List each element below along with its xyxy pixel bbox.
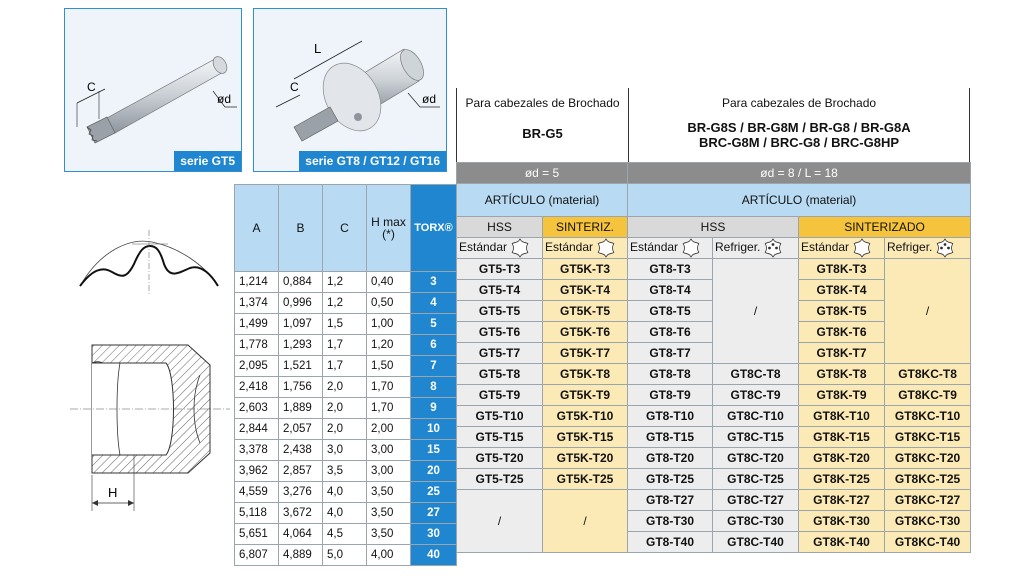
gt5-dim-c: C bbox=[87, 80, 96, 94]
cell-gt8k: GT8K-T7 bbox=[799, 343, 885, 364]
cell-c: 4,0 bbox=[323, 482, 367, 503]
cell-gt8kc: GT8KC-T20 bbox=[885, 448, 971, 469]
std-label: Estándar bbox=[630, 240, 679, 255]
cell-gt5: GT5-T15 bbox=[457, 427, 543, 448]
cell-c: 3,0 bbox=[323, 440, 367, 461]
cell-a: 4,559 bbox=[235, 482, 279, 503]
col-header-torx: TORX® bbox=[411, 185, 457, 272]
dimension-row bbox=[235, 293, 457, 314]
cell-torx: 9 bbox=[411, 398, 457, 419]
cell-hmax: 1,70 bbox=[367, 377, 411, 398]
col-header-a: A bbox=[235, 185, 279, 272]
cell-gt5: GT5-T7 bbox=[457, 343, 543, 364]
cell-gt8c: GT8C-T8 bbox=[713, 364, 799, 385]
sub-std-hss5 bbox=[457, 238, 543, 259]
cell-a: 2,418 bbox=[235, 377, 279, 398]
cell-hmax: 1,70 bbox=[367, 398, 411, 419]
cell-torx: 8 bbox=[411, 377, 457, 398]
cell-gt8: GT8-T15 bbox=[628, 427, 713, 448]
cell-hmax: 3,50 bbox=[367, 482, 411, 503]
sint5-header: SINTERIZ. bbox=[543, 217, 628, 238]
cell-a: 1,778 bbox=[235, 335, 279, 356]
cell-gt8c-na: / bbox=[713, 259, 799, 364]
cell-gt5k: GT5K-T5 bbox=[543, 301, 628, 322]
col-header-b: B bbox=[279, 185, 323, 272]
article-row bbox=[457, 364, 971, 385]
cell-torx: 6 bbox=[411, 335, 457, 356]
cell-b: 1,293 bbox=[279, 335, 323, 356]
torx-coolant-star-icon bbox=[763, 238, 783, 258]
torx-star-icon bbox=[852, 238, 872, 258]
cell-gt8: GT8-T25 bbox=[628, 469, 713, 490]
article-row bbox=[457, 448, 971, 469]
cell-gt8c: GT8C-T27 bbox=[713, 490, 799, 511]
cell-gt8c: GT8C-T9 bbox=[713, 385, 799, 406]
cell-gt5: GT5-T9 bbox=[457, 385, 543, 406]
torx-star-icon bbox=[681, 238, 701, 258]
cell-gt5k: GT5K-T9 bbox=[543, 385, 628, 406]
cell-gt8kc: GT8KC-T30 bbox=[885, 511, 971, 532]
br8-heading-line2: BR-G8S / BR-G8M / BR-G8 / BR-G8A bbox=[687, 120, 911, 135]
dimension-row bbox=[235, 272, 457, 293]
br5-heading bbox=[457, 96, 628, 141]
cell-gt5: GT5-T3 bbox=[457, 259, 543, 280]
torx-star-icon bbox=[510, 238, 530, 258]
br8-heading-line3: BRC-G8M / BRC-G8 / BRC-G8HP bbox=[698, 135, 900, 150]
dimension-row bbox=[235, 545, 457, 566]
refr-label: Refriger. bbox=[715, 240, 761, 255]
cell-torx: 30 bbox=[411, 524, 457, 545]
gt8-dim-c: C bbox=[290, 80, 299, 94]
gt8-series-label: serie GT8 / GT12 / GT16 bbox=[299, 151, 446, 171]
article-row bbox=[457, 490, 971, 511]
cell-hmax: 3,50 bbox=[367, 524, 411, 545]
art5-header: ARTÍCULO (material) bbox=[457, 184, 628, 217]
cell-gt8k: GT8K-T40 bbox=[799, 532, 885, 553]
cell-gt8c: GT8C-T40 bbox=[713, 532, 799, 553]
cell-gt8k: GT8K-T30 bbox=[799, 511, 885, 532]
cell-torx: 40 bbox=[411, 545, 457, 566]
cell-c: 1,7 bbox=[323, 356, 367, 377]
gt5-tool-drawing bbox=[65, 9, 241, 171]
cell-b: 0,996 bbox=[279, 293, 323, 314]
cell-c: 2,0 bbox=[323, 377, 367, 398]
cell-gt5k: GT5K-T7 bbox=[543, 343, 628, 364]
dimension-row bbox=[235, 440, 457, 461]
cell-gt8: GT8-T8 bbox=[628, 364, 713, 385]
dimension-row bbox=[235, 503, 457, 524]
cell-gt5k: GT5K-T4 bbox=[543, 280, 628, 301]
cell-gt8: GT8-T40 bbox=[628, 532, 713, 553]
article-row bbox=[457, 259, 971, 280]
article-row bbox=[457, 406, 971, 427]
cell-hmax: 1,20 bbox=[367, 335, 411, 356]
article-table bbox=[456, 162, 971, 553]
cell-gt5: GT5-T6 bbox=[457, 322, 543, 343]
cell-gt5k: GT5K-T3 bbox=[543, 259, 628, 280]
cell-gt8kc: GT8KC-T15 bbox=[885, 427, 971, 448]
cell-hmax: 3,50 bbox=[367, 503, 411, 524]
col-header-hmax bbox=[367, 185, 411, 272]
cell-a: 1,499 bbox=[235, 314, 279, 335]
cell-gt8k: GT8K-T27 bbox=[799, 490, 885, 511]
cell-gt8c: GT8C-T10 bbox=[713, 406, 799, 427]
cell-hmax: 3,00 bbox=[367, 461, 411, 482]
socket-section-drawing bbox=[70, 335, 230, 515]
cell-gt8k: GT8K-T3 bbox=[799, 259, 885, 280]
cell-torx: 15 bbox=[411, 440, 457, 461]
sub-refr-sint8 bbox=[885, 238, 971, 259]
cell-c: 1,2 bbox=[323, 293, 367, 314]
cell-gt8c: GT8C-T25 bbox=[713, 469, 799, 490]
cell-gt5: GT5-T4 bbox=[457, 280, 543, 301]
article-row bbox=[457, 385, 971, 406]
cell-b: 2,857 bbox=[279, 461, 323, 482]
cell-gt8k: GT8K-T8 bbox=[799, 364, 885, 385]
cell-c: 2,0 bbox=[323, 398, 367, 419]
gt8-tool-drawing bbox=[254, 9, 446, 171]
dimension-row bbox=[235, 314, 457, 335]
cell-gt8k: GT8K-T25 bbox=[799, 469, 885, 490]
cell-torx: 27 bbox=[411, 503, 457, 524]
cell-torx: 10 bbox=[411, 419, 457, 440]
cell-gt8kc: GT8KC-T27 bbox=[885, 490, 971, 511]
cell-torx: 20 bbox=[411, 461, 457, 482]
cell-c: 5,0 bbox=[323, 545, 367, 566]
divider-line bbox=[969, 88, 970, 162]
cell-gt5k: GT5K-T10 bbox=[543, 406, 628, 427]
cell-hmax: 4,00 bbox=[367, 545, 411, 566]
cell-torx: 5 bbox=[411, 314, 457, 335]
cell-gt5k-na: / bbox=[543, 490, 628, 553]
article-row bbox=[457, 427, 971, 448]
hss5-header: HSS bbox=[457, 217, 543, 238]
gt5-series-label: serie GT5 bbox=[174, 151, 241, 171]
cell-gt8: GT8-T10 bbox=[628, 406, 713, 427]
cell-a: 6,807 bbox=[235, 545, 279, 566]
cell-gt8: GT8-T3 bbox=[628, 259, 713, 280]
std-label: Estándar bbox=[545, 240, 594, 255]
cell-a: 2,095 bbox=[235, 356, 279, 377]
cell-b: 4,889 bbox=[279, 545, 323, 566]
sub-std-hss8 bbox=[628, 238, 713, 259]
cell-gt5k: GT5K-T20 bbox=[543, 448, 628, 469]
cell-hmax: 1,50 bbox=[367, 356, 411, 377]
cell-gt5: GT5-T8 bbox=[457, 364, 543, 385]
sub-std-sint5 bbox=[543, 238, 628, 259]
cell-gt8kc: GT8KC-T40 bbox=[885, 532, 971, 553]
col-header-c: C bbox=[323, 185, 367, 272]
cell-torx: 3 bbox=[411, 272, 457, 293]
cell-gt5-na: / bbox=[457, 490, 543, 553]
sub-std-sint8 bbox=[799, 238, 885, 259]
cell-b: 1,889 bbox=[279, 398, 323, 419]
cell-gt8: GT8-T9 bbox=[628, 385, 713, 406]
cell-gt5k: GT5K-T25 bbox=[543, 469, 628, 490]
cell-gt5: GT5-T20 bbox=[457, 448, 543, 469]
dimension-row bbox=[235, 356, 457, 377]
cell-gt8k: GT8K-T10 bbox=[799, 406, 885, 427]
torx-star-icon bbox=[596, 238, 616, 258]
cell-gt8c: GT8C-T15 bbox=[713, 427, 799, 448]
cell-gt8k: GT8K-T9 bbox=[799, 385, 885, 406]
cell-b: 4,064 bbox=[279, 524, 323, 545]
cell-b: 0,884 bbox=[279, 272, 323, 293]
dimension-row bbox=[235, 482, 457, 503]
cell-a: 3,962 bbox=[235, 461, 279, 482]
br8-heading-line1: Para cabezales de Brochado bbox=[721, 96, 877, 110]
cell-gt8: GT8-T7 bbox=[628, 343, 713, 364]
cell-a: 1,214 bbox=[235, 272, 279, 293]
hmax-note: (*) bbox=[382, 227, 395, 241]
br5-heading-line1: Para cabezales de Brochado bbox=[465, 96, 620, 110]
cell-gt8: GT8-T27 bbox=[628, 490, 713, 511]
cell-a: 5,651 bbox=[235, 524, 279, 545]
refr-label: Refriger. bbox=[887, 240, 933, 255]
cell-gt5k: GT5K-T15 bbox=[543, 427, 628, 448]
cell-gt8kc: GT8KC-T10 bbox=[885, 406, 971, 427]
cell-gt8: GT8-T4 bbox=[628, 280, 713, 301]
dimension-row bbox=[235, 419, 457, 440]
cell-torx: 7 bbox=[411, 356, 457, 377]
cell-gt8k: GT8K-T6 bbox=[799, 322, 885, 343]
od5-header: ød = 5 bbox=[457, 163, 628, 184]
cell-a: 2,603 bbox=[235, 398, 279, 419]
cell-b: 1,756 bbox=[279, 377, 323, 398]
cell-gt5: GT5-T5 bbox=[457, 301, 543, 322]
article-row bbox=[457, 469, 971, 490]
cell-torx: 4 bbox=[411, 293, 457, 314]
dimension-row bbox=[235, 377, 457, 398]
gt8-dim-l: L bbox=[314, 41, 322, 56]
cell-b: 2,057 bbox=[279, 419, 323, 440]
hss8-header: HSS bbox=[628, 217, 799, 238]
hmax-label: H max bbox=[371, 215, 406, 229]
cell-gt8kc-na: / bbox=[885, 259, 971, 364]
cell-gt8k: GT8K-T5 bbox=[799, 301, 885, 322]
std-label: Estándar bbox=[459, 240, 508, 255]
dimension-row bbox=[235, 335, 457, 356]
cell-a: 2,844 bbox=[235, 419, 279, 440]
cell-gt8: GT8-T20 bbox=[628, 448, 713, 469]
od8-header: ød = 8 / L = 18 bbox=[628, 163, 971, 184]
cell-gt5k: GT5K-T8 bbox=[543, 364, 628, 385]
cell-gt8kc: GT8KC-T9 bbox=[885, 385, 971, 406]
cell-c: 1,2 bbox=[323, 272, 367, 293]
cell-a: 3,378 bbox=[235, 440, 279, 461]
dimension-row bbox=[235, 398, 457, 419]
torx-profile-drawing bbox=[72, 228, 222, 298]
socket-dim-h: H bbox=[108, 485, 118, 500]
cell-gt8: GT8-T5 bbox=[628, 301, 713, 322]
cell-a: 1,374 bbox=[235, 293, 279, 314]
cell-gt8: GT8-T30 bbox=[628, 511, 713, 532]
sint8-header: SINTERIZADO bbox=[799, 217, 971, 238]
gt8-product-image bbox=[253, 8, 447, 172]
cell-a: 5,118 bbox=[235, 503, 279, 524]
dimension-row bbox=[235, 524, 457, 545]
cell-b: 1,521 bbox=[279, 356, 323, 377]
cell-gt5: GT5-T10 bbox=[457, 406, 543, 427]
cell-hmax: 0,50 bbox=[367, 293, 411, 314]
dimension-row bbox=[235, 461, 457, 482]
cell-hmax: 0,40 bbox=[367, 272, 411, 293]
cell-gt8c: GT8C-T20 bbox=[713, 448, 799, 469]
gt8-dim-d: ød bbox=[422, 92, 437, 106]
cell-c: 4,5 bbox=[323, 524, 367, 545]
art8-header: ARTÍCULO (material) bbox=[628, 184, 971, 217]
cell-hmax: 3,00 bbox=[367, 440, 411, 461]
cell-c: 4,0 bbox=[323, 503, 367, 524]
cell-gt8kc: GT8KC-T25 bbox=[885, 469, 971, 490]
cell-gt5k: GT5K-T6 bbox=[543, 322, 628, 343]
cell-b: 3,276 bbox=[279, 482, 323, 503]
cell-gt8k: GT8K-T20 bbox=[799, 448, 885, 469]
cell-gt5: GT5-T25 bbox=[457, 469, 543, 490]
cell-b: 3,672 bbox=[279, 503, 323, 524]
cell-gt8k: GT8K-T15 bbox=[799, 427, 885, 448]
br8-heading bbox=[629, 96, 969, 150]
cell-gt8: GT8-T6 bbox=[628, 322, 713, 343]
cell-b: 2,438 bbox=[279, 440, 323, 461]
cell-c: 2,0 bbox=[323, 419, 367, 440]
cell-gt8c: GT8C-T30 bbox=[713, 511, 799, 532]
cell-b: 1,097 bbox=[279, 314, 323, 335]
cell-hmax: 1,00 bbox=[367, 314, 411, 335]
cell-torx: 25 bbox=[411, 482, 457, 503]
cell-c: 3,5 bbox=[323, 461, 367, 482]
torx-coolant-star-icon bbox=[935, 238, 955, 258]
gt5-product-image bbox=[64, 8, 242, 172]
sub-refr-hss8 bbox=[713, 238, 799, 259]
br5-heading-line2: BR-G5 bbox=[522, 126, 563, 141]
cell-c: 1,5 bbox=[323, 314, 367, 335]
std-label: Estándar bbox=[801, 240, 850, 255]
gt5-dim-d: ød bbox=[217, 92, 232, 106]
cell-gt8k: GT8K-T4 bbox=[799, 280, 885, 301]
cell-c: 1,7 bbox=[323, 335, 367, 356]
cell-gt8kc: GT8KC-T8 bbox=[885, 364, 971, 385]
cell-hmax: 2,00 bbox=[367, 419, 411, 440]
dimension-table bbox=[234, 184, 457, 566]
